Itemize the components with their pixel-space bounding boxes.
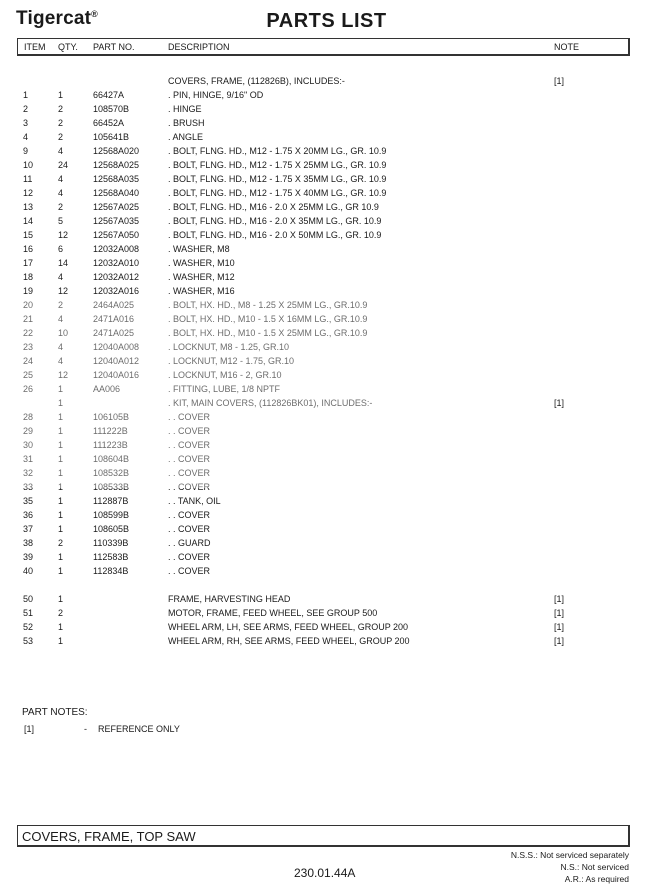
table-row — [0, 425, 647, 439]
table-row — [0, 257, 647, 271]
item-cell: 17 — [23, 258, 34, 268]
item-cell: 2 — [23, 104, 29, 114]
part-no-cell: 12568A035 — [93, 174, 140, 184]
qty-cell: 4 — [58, 356, 64, 366]
service-legend — [511, 849, 629, 885]
part-no-cell: 12567A025 — [93, 202, 140, 212]
part-no-cell: 2471A016 — [93, 314, 135, 324]
part-no-cell: 12568A020 — [93, 146, 140, 156]
table-row — [0, 593, 647, 607]
item-cell: 1 — [23, 90, 29, 100]
part-no-cell: 108533B — [93, 482, 130, 492]
part-no-cell: 66452A — [93, 118, 125, 128]
qty-cell: 1 — [58, 412, 64, 422]
qty-cell: 1 — [58, 566, 64, 576]
note-cell: [1] — [554, 594, 565, 604]
description-cell: . BOLT, FLNG. HD., M12 - 1.75 X 35MM LG., GR. 10.9 — [168, 174, 387, 184]
table-row — [0, 117, 647, 131]
table-row — [0, 369, 647, 383]
table-row — [0, 187, 647, 201]
part-no-cell: 111222B — [93, 426, 128, 436]
item-cell: 10 — [23, 160, 34, 170]
qty-cell: 2 — [58, 118, 64, 128]
item-cell: 23 — [23, 342, 34, 352]
table-row — [0, 565, 647, 579]
table-row — [0, 453, 647, 467]
legend-ns: N.S.: Not serviced — [560, 862, 629, 872]
table-row — [0, 159, 647, 173]
table-row — [0, 607, 647, 621]
table-row — [0, 271, 647, 285]
table-row — [0, 243, 647, 257]
item-cell: 28 — [23, 412, 34, 422]
description-cell: . WASHER, M12 — [168, 272, 235, 282]
item-cell: 32 — [23, 468, 34, 478]
qty-cell: 2 — [58, 300, 64, 310]
qty-cell: 5 — [58, 216, 64, 226]
part-no-cell: 108599B — [93, 510, 130, 520]
note-cell: [1] — [554, 398, 565, 408]
table-row — [0, 313, 647, 327]
table-row — [0, 103, 647, 117]
description-cell: . PIN, HINGE, 9/16" OD — [168, 90, 264, 100]
item-cell: 53 — [23, 636, 34, 646]
parts-table — [0, 75, 647, 649]
table-row — [0, 397, 647, 411]
description-cell: COVERS, FRAME, (112826B), INCLUDES:- — [168, 76, 345, 86]
table-row — [0, 383, 647, 397]
table-row — [0, 537, 647, 551]
qty-cell: 1 — [58, 398, 64, 408]
description-cell: . . COVER — [168, 552, 211, 562]
part-no-cell: 105641B — [93, 132, 130, 142]
description-cell: . BOLT, FLNG. HD., M12 - 1.75 X 20MM LG., GR. 10.9 — [168, 146, 387, 156]
item-cell: 33 — [23, 482, 34, 492]
qty-cell: 2 — [58, 104, 64, 114]
description-cell: . . COVER — [168, 468, 211, 478]
item-cell: 20 — [23, 300, 34, 310]
item-cell: 35 — [23, 496, 34, 506]
header-item: ITEM — [24, 42, 46, 52]
note-cell: [1] — [554, 636, 565, 646]
qty-cell: 2 — [58, 538, 64, 548]
description-cell: . KIT, MAIN COVERS, (112826BK01), INCLUDES:- — [168, 398, 373, 408]
part-no-cell: 12032A010 — [93, 258, 140, 268]
note-cell: [1] — [554, 76, 565, 86]
qty-cell: 12 — [58, 370, 69, 380]
note-cell: [1] — [554, 608, 565, 618]
table-row — [0, 439, 647, 453]
note-cell: [1] — [554, 622, 565, 632]
item-cell: 31 — [23, 454, 34, 464]
header-description: DESCRIPTION — [168, 42, 230, 52]
description-cell: . . COVER — [168, 482, 211, 492]
qty-cell: 1 — [58, 454, 64, 464]
qty-cell: 1 — [58, 594, 64, 604]
item-cell: 30 — [23, 440, 34, 450]
item-cell: 38 — [23, 538, 34, 548]
part-note-ref: [1] — [24, 724, 35, 734]
table-row — [0, 355, 647, 369]
qty-cell: 1 — [58, 496, 64, 506]
description-cell: . . COVER — [168, 454, 211, 464]
description-cell: . BOLT, FLNG. HD., M12 - 1.75 X 40MM LG., GR. 10.9 — [168, 188, 387, 198]
page-title: PARTS LIST — [266, 10, 387, 32]
table-row — [0, 495, 647, 509]
qty-cell: 12 — [58, 230, 69, 240]
qty-cell: 1 — [58, 622, 64, 632]
item-cell: 36 — [23, 510, 34, 520]
qty-cell: 2 — [58, 132, 64, 142]
item-cell: 11 — [23, 174, 33, 184]
table-row — [0, 551, 647, 565]
part-no-cell: 112887B — [93, 496, 129, 506]
qty-cell: 10 — [58, 328, 69, 338]
qty-cell: 4 — [58, 146, 64, 156]
legend-ar: A.R.: As required — [564, 874, 629, 884]
description-cell: . . COVER — [168, 524, 211, 534]
part-no-cell: 66427A — [93, 90, 125, 100]
qty-cell: 6 — [58, 244, 64, 254]
description-cell: . BOLT, HX. HD., M10 - 1.5 X 16MM LG., GR.10.9 — [168, 314, 368, 324]
description-cell: . BOLT, FLNG. HD., M12 - 1.75 X 25MM LG., GR. 10.9 — [168, 160, 387, 170]
item-cell: 19 — [23, 286, 34, 296]
description-cell: . WASHER, M10 — [168, 258, 235, 268]
part-no-cell: 12032A016 — [93, 286, 140, 296]
description-cell: . HINGE — [168, 104, 202, 114]
part-no-cell: 12567A035 — [93, 216, 140, 226]
qty-cell: 1 — [58, 510, 64, 520]
item-cell: 18 — [23, 272, 34, 282]
part-no-cell: 108605B — [93, 524, 130, 534]
part-no-cell: 108532B — [93, 468, 130, 478]
item-cell: 50 — [23, 594, 34, 604]
item-cell: 39 — [23, 552, 34, 562]
section-title-box — [17, 825, 630, 847]
item-cell: 22 — [23, 328, 34, 338]
description-cell: . BOLT, HX. HD., M10 - 1.5 X 25MM LG., GR.10.9 — [168, 328, 368, 338]
description-cell: . BOLT, FLNG. HD., M16 - 2.0 X 50MM LG., GR. 10.9 — [168, 230, 382, 240]
table-row — [0, 411, 647, 425]
table-row — [0, 201, 647, 215]
item-cell: 9 — [23, 146, 29, 156]
table-row — [0, 299, 647, 313]
qty-cell: 2 — [58, 608, 64, 618]
description-cell: . . TANK, OIL — [168, 496, 221, 506]
header-part-no: PART NO. — [93, 42, 135, 52]
part-no-cell: 12567A050 — [93, 230, 140, 240]
qty-cell: 1 — [58, 90, 64, 100]
table-row — [0, 89, 647, 103]
description-cell: . LOCKNUT, M8 - 1.25, GR.10 — [168, 342, 290, 352]
part-no-cell: 12040A016 — [93, 370, 140, 380]
part-no-cell: 12568A040 — [93, 188, 140, 198]
qty-cell: 14 — [58, 258, 69, 268]
description-cell: . LOCKNUT, M12 - 1.75, GR.10 — [168, 356, 295, 366]
qty-cell: 4 — [58, 342, 64, 352]
part-no-cell: 12032A012 — [93, 272, 140, 282]
item-cell: 29 — [23, 426, 34, 436]
table-row — [0, 341, 647, 355]
qty-cell: 1 — [58, 440, 64, 450]
item-cell: 14 — [23, 216, 34, 226]
description-cell: . . GUARD — [168, 538, 211, 548]
description-cell: FRAME, HARVESTING HEAD — [168, 594, 291, 604]
description-cell: . FITTING, LUBE, 1/8 NPTF — [168, 384, 281, 394]
part-no-cell: 112834B — [93, 566, 129, 576]
table-row — [0, 285, 647, 299]
table-row — [0, 145, 647, 159]
header-note: NOTE — [554, 42, 580, 52]
description-cell: . BOLT, HX. HD., M8 - 1.25 X 25MM LG., GR.10.9 — [168, 300, 368, 310]
item-cell: 24 — [23, 356, 34, 366]
table-row — [0, 131, 647, 145]
description-cell: . . COVER — [168, 566, 211, 576]
item-cell: 21 — [23, 314, 34, 324]
qty-cell: 2 — [58, 202, 64, 212]
item-cell: 15 — [23, 230, 34, 240]
table-row — [0, 621, 647, 635]
item-cell: 40 — [23, 566, 34, 576]
legend-nss: N.S.S.: Not serviced separately — [510, 850, 629, 860]
item-cell: 51 — [23, 608, 34, 618]
table-row — [0, 229, 647, 243]
description-cell: . . COVER — [168, 440, 211, 450]
qty-cell: 1 — [58, 482, 64, 492]
table-row — [0, 509, 647, 523]
qty-cell: 4 — [58, 188, 64, 198]
qty-cell: 1 — [58, 552, 64, 562]
table-row — [0, 635, 647, 649]
item-cell: 16 — [23, 244, 34, 254]
description-cell: . WASHER, M16 — [168, 286, 235, 296]
description-cell: . ANGLE — [168, 132, 204, 142]
registered-mark: ® — [91, 9, 99, 19]
part-no-cell: 112583B — [93, 552, 129, 562]
table-row — [0, 481, 647, 495]
qty-cell: 24 — [58, 160, 69, 170]
description-cell: . . COVER — [168, 426, 211, 436]
item-cell: 4 — [23, 132, 29, 142]
part-no-cell: 106105B — [93, 412, 130, 422]
qty-cell: 4 — [58, 174, 64, 184]
part-no-cell: 110339B — [93, 538, 129, 548]
qty-cell: 1 — [58, 384, 64, 394]
description-cell: . . COVER — [168, 510, 211, 520]
qty-cell: 1 — [58, 468, 64, 478]
table-row — [0, 579, 647, 593]
description-cell: . BOLT, FLNG. HD., M16 - 2.0 X 35MM LG., GR. 10.9 — [168, 216, 382, 226]
item-cell: 52 — [23, 622, 34, 632]
description-cell: WHEEL ARM, RH, SEE ARMS, FEED WHEEL, GROUP 200 — [168, 636, 410, 646]
part-no-cell: 108604B — [93, 454, 130, 464]
item-cell: 26 — [23, 384, 34, 394]
table-row — [0, 215, 647, 229]
item-cell: 3 — [23, 118, 29, 128]
table-row — [0, 467, 647, 481]
table-row — [0, 523, 647, 537]
item-cell: 25 — [23, 370, 34, 380]
description-cell: . WASHER, M8 — [168, 244, 230, 254]
item-cell: 37 — [23, 524, 34, 534]
qty-cell: 1 — [58, 524, 64, 534]
qty-cell: 1 — [58, 636, 64, 646]
qty-cell: 4 — [58, 314, 64, 324]
table-header — [17, 38, 630, 56]
header-qty: QTY. — [58, 42, 78, 52]
part-no-cell: 111223B — [93, 440, 128, 450]
description-cell: . LOCKNUT, M16 - 2, GR.10 — [168, 370, 282, 380]
qty-cell: 1 — [58, 426, 64, 436]
document-number: 230.01.44A — [294, 866, 356, 880]
description-cell: . BRUSH — [168, 118, 205, 128]
part-no-cell: 12040A008 — [93, 342, 140, 352]
part-notes-title: PART NOTES: — [22, 707, 88, 718]
part-no-cell: 12040A012 — [93, 356, 140, 366]
qty-cell: 4 — [58, 272, 64, 282]
part-no-cell: 108570B — [93, 104, 130, 114]
item-cell: 12 — [23, 188, 34, 198]
section-title: COVERS, FRAME, TOP SAW — [22, 829, 196, 844]
part-note-text: REFERENCE ONLY — [98, 724, 180, 734]
part-no-cell: 2471A025 — [93, 328, 135, 338]
part-note-dash: - — [84, 724, 87, 734]
qty-cell: 12 — [58, 286, 69, 296]
item-cell: 13 — [23, 202, 34, 212]
description-cell: . BOLT, FLNG. HD., M16 - 2.0 X 25MM LG., GR 10.9 — [168, 202, 379, 212]
part-no-cell: 12568A025 — [93, 160, 140, 170]
part-no-cell: 12032A008 — [93, 244, 140, 254]
table-row — [0, 75, 647, 89]
table-row — [0, 173, 647, 187]
table-row — [0, 327, 647, 341]
description-cell: WHEEL ARM, LH, SEE ARMS, FEED WHEEL, GROUP 200 — [168, 622, 409, 632]
description-cell: MOTOR, FRAME, FEED WHEEL, SEE GROUP 500 — [168, 608, 378, 618]
part-no-cell: AA006 — [93, 384, 121, 394]
description-cell: . . COVER — [168, 412, 211, 422]
part-no-cell: 2464A025 — [93, 300, 135, 310]
brand-name: Tigercat — [16, 8, 92, 29]
